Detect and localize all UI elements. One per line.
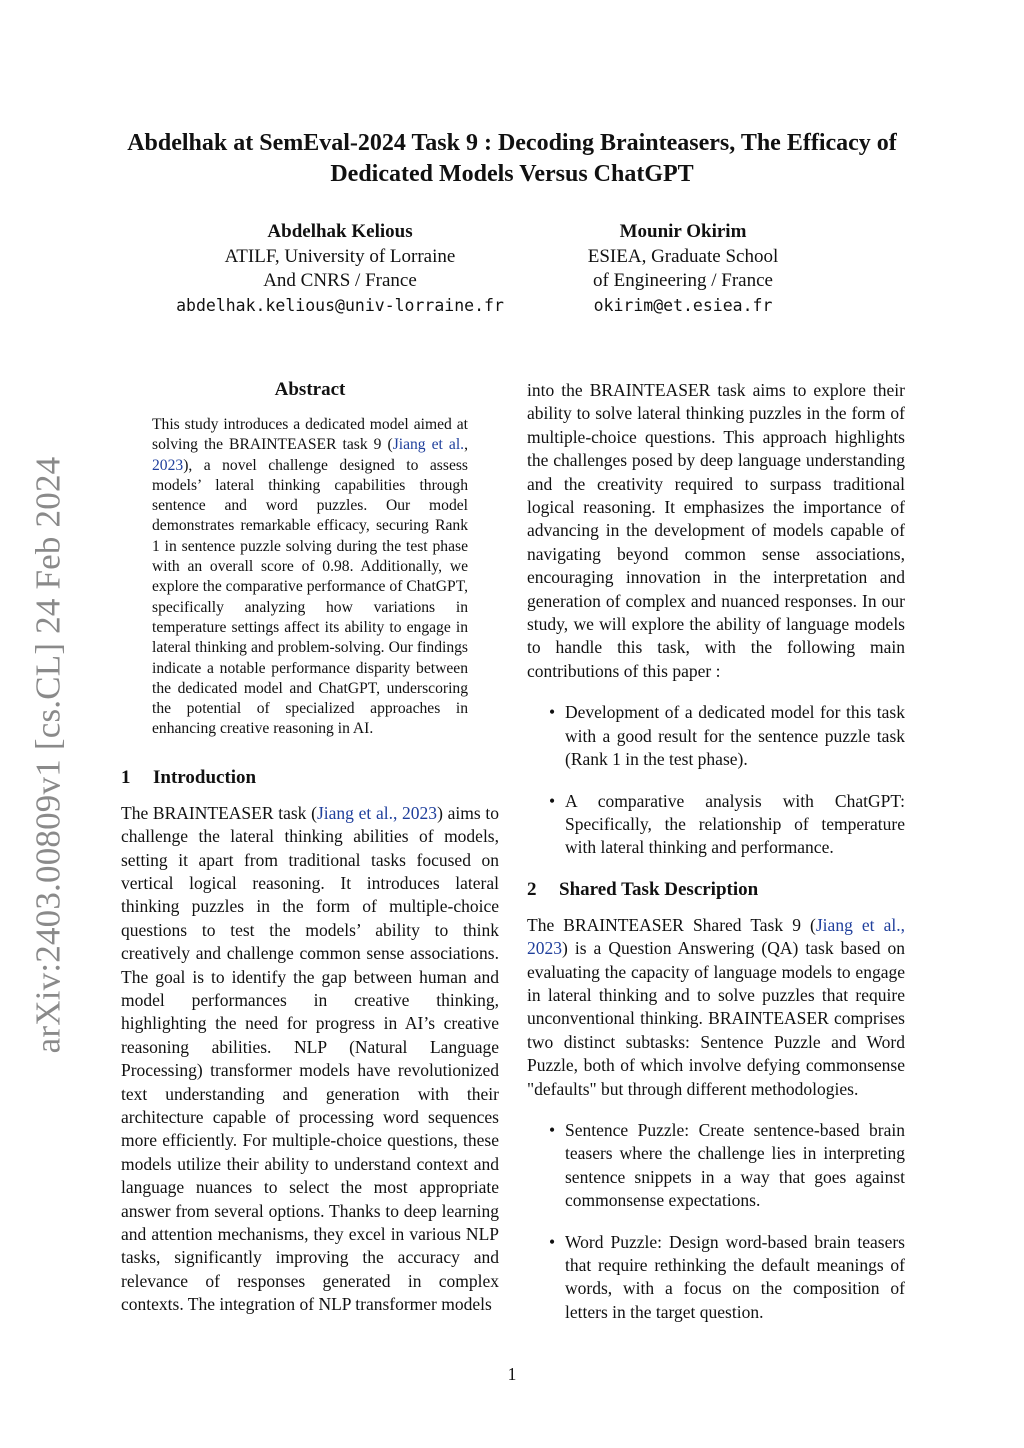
citation-link[interactable]: Jiang et al., 2023 [527,914,906,959]
shared-task-paragraph: The BRAINTEASER Shared Task 9 (Jiang et al., 2023) is a Question Answering (QA) task based on evaluating the capacity of language models to engage in lateral thinking and to solve puzzles that require unconventional thinking. BRAINTEASER comprises two distinct subtasks: Sentence Puzzle and Word Puzzle, both of which involve defying commonsense "defaults" but through different methodologies. [527,914,906,1099]
abstract-heading: Abstract [274,379,346,400]
section-title: Introduction [153,766,257,788]
page-number: 1 [507,1364,517,1384]
abstract-text: This study introduces a dedicated model aimed at solving the BRAINTEASER task 9 (Jiang et al., 2023), a novel challenge designed to assess models’ lateral thinking capabilities through sentence and word puzzles. Our model demonstrates remarkable efficacy, securing Rank 1 in sentence puzzle solving during the test phase with an overall score of 0.98. Additionally, we explore the comparative performance of ChatGPT, specifically analyzing how variations in temperature settings affect its ability to engage in lateral thinking and problem-solving. Our findings indicate a notable performance disparity between the dedicated model and ChatGPT, underscoring the potential of specialized approaches in enhancing creative reasoning in AI. [152,416,468,738]
left-column [121,378,499,1317]
author-affiliation: ESIEA, Graduate School [587,245,779,267]
author-affiliation: And CNRS / France [263,270,417,291]
section-number: 1 [121,766,131,788]
paper-title: Abdelhak at SemEval-2024 Task 9 : Decoding Brainteasers, The Efficacy of Dedicated Models Versus ChatGPT [127,130,897,187]
list-item: • Sentence Puzzle: Create sentence-based brain teasers where the challenge lies in interpreting sentence snippets in a way that goes against commonsense expectations. [527,1119,905,1213]
author-affiliation: ATILF, University of Lorraine [224,245,456,267]
author-name: Abdelhak Kelious [267,221,413,242]
introduction-paragraph: The BRAINTEASER task (Jiang et al., 2023) aims to challenge the lateral thinking abilities of models, setting it apart from traditional tasks focused on vertical logical reasoning. It introduces lateral thinking puzzles in the form of multiple-choice questions to test the models’ ability to think creatively and challenge common sense associations. The goal is to identify the gap between human and model performances in creative thinking, highlighting the need for progress in AI’s creative reasoning abilities. NLP (Natural Language Processing) transformer models have revolutionized text understanding and generation with their architecture capable of processing word sequences more efficiently. For multiple-choice questions, these models utilize their ability to understand context and language nuances to select the most appropriate answer from several options. Thanks to deep learning and attention mechanisms, they excel in various NLP tasks, significantly improving the accuracy and relevance of responses generated in complex contexts. The integration of NLP transformer models [121,802,499,1315]
section-number: 2 [527,878,537,900]
section-title: Shared Task Description [559,878,759,900]
author-name: Mounir Okirim [619,221,747,242]
author-block-1 [170,220,510,318]
section-heading-introduction [121,766,499,790]
author-block-2 [553,220,813,318]
list-item: • Development of a dedicated model for this task with a good result for the sentence puzzle task (Rank 1 in the test phase). [527,701,905,771]
section-heading-shared-task [527,878,905,902]
citation-link[interactable]: Jiang et al. [392,436,465,454]
subtasks-list [527,1119,905,1324]
author-affiliation: of Engineering / France [593,270,773,291]
arxiv-stamp-text: arXiv:2403.00809v1 [cs.CL] 24 Feb 2024 [28,456,67,1054]
introduction-paragraph-continued: into the BRAINTEASER task aims to explore their ability to solve lateral thinking puzzles in the form of multiple-choice questions. This approach highlights the challenges posed by deep language understanding and the creativity required to surpass traditional logical reasoning. It emphasizes the importance of advancing in the development of models capable of navigating beyond common sense associations, encouraging innovation in the interpretation and generation of complex and nuanced responses. In our study, we will explore the ability of language models to handle this task, with the following main contributions of this paper : [527,380,905,681]
author-email[interactable]: abdelhak.kelious@univ-lorraine.fr [176,295,504,315]
author-email[interactable]: okirim@et.esiea.fr [593,295,773,315]
list-item: • Word Puzzle: Design word-based brain teasers that require rethinking the default meanings of words, with a focus on the composition of letters in the target question. [527,1231,905,1325]
citation-link[interactable]: 2023 [152,456,184,474]
right-column [527,379,905,1342]
list-item: • A comparative analysis with ChatGPT: Specifically, the relationship of temperature with lateral thinking and performance. [527,790,905,860]
arxiv-stamp [8,450,88,1060]
contributions-list [527,701,905,859]
citation-link[interactable]: Jiang et al., 2023 [316,802,438,823]
